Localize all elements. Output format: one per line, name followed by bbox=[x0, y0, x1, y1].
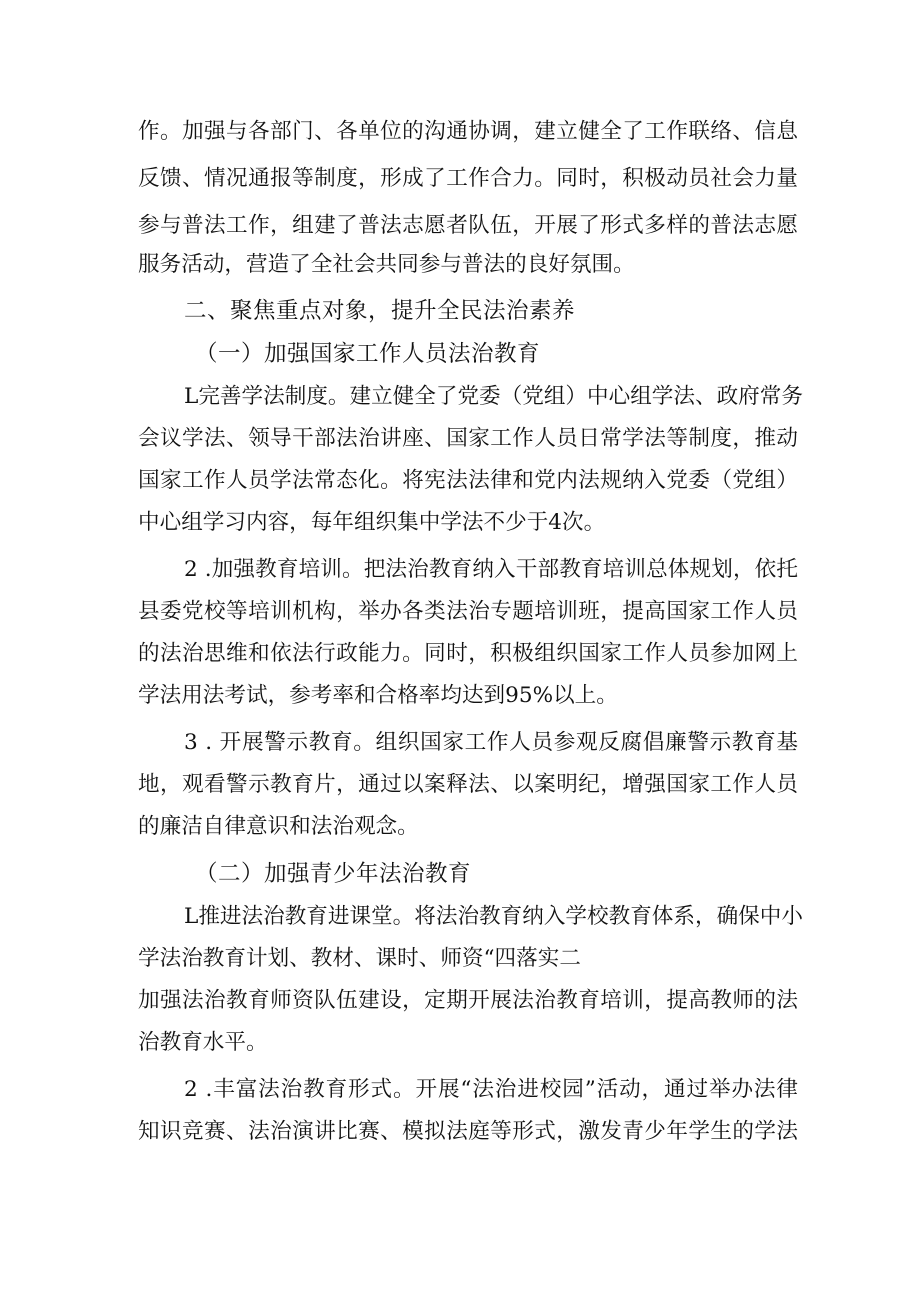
paragraph-line: 参与普法工作，组建了普法志愿者队伍，开展了形式多样的普法志愿 bbox=[138, 213, 798, 238]
paragraph-line: 地，观看警示教育片，通过以案释法、以案明纪，增强国家工作人员 bbox=[138, 772, 798, 797]
paragraph-line: 3 . 开展警示教育。组织国家工作人员参观反腐倡廉警示教育基 bbox=[184, 730, 798, 755]
paragraph-line: 会议学法、领导干部法治讲座、国家工作人员日常学法等制度，推动 bbox=[138, 426, 798, 451]
paragraph-line: L推进法治教育进课堂。将法治教育纳入学校教育体系，确保中小 bbox=[184, 904, 803, 929]
paragraph-line: 县委党校等培训机构，举办各类法治专题培训班，提高国家工作人员 bbox=[138, 599, 798, 624]
paragraph-line: 2 .丰富法治教育形式。开展“法治进校园”活动，通过举办法律 bbox=[184, 1077, 798, 1102]
paragraph-line: L完善学法制度。建立健全了党委（党组）中心组学法、政府常务 bbox=[184, 384, 803, 409]
paragraph-line: 中心组学习内容，每年组织集中学法不少于4次。 bbox=[138, 510, 606, 535]
paragraph-line: 2 .加强教育培训。把法治教育纳入干部教育培训总体规划，依托 bbox=[184, 557, 798, 582]
subsection-heading: （二）加强青少年法治教育 bbox=[195, 861, 472, 887]
paragraph-line: 治教育水平。 bbox=[138, 1030, 268, 1055]
paragraph-line: 加强法治教育师资队伍建设，定期开展法治教育培训，提高教师的法 bbox=[138, 988, 798, 1013]
paragraph-line: 作。加强与各部门、各单位的沟通协调，建立健全了工作联络、信息 bbox=[138, 119, 798, 144]
paragraph-line: 的法治思维和依法行政能力。同时，积极组织国家工作人员参加网上 bbox=[138, 641, 798, 666]
paragraph-line: 国家工作人员学法常态化。将宪法法律和党内法规纳入党委（党组） bbox=[138, 468, 798, 493]
paragraph-line: 学法用法考试，参考率和合格率均达到95%以上。 bbox=[138, 683, 618, 708]
paragraph-line: 的廉洁自律意识和法治观念。 bbox=[138, 814, 419, 839]
paragraph-line: 反馈、情况通报等制度，形成了工作合力。同时，积极动员社会力量 bbox=[138, 166, 798, 191]
paragraph-line: 学法治教育计划、教材、课时、师资“四落实二 bbox=[138, 946, 581, 971]
paragraph-line: 知识竞赛、法治演讲比赛、模拟法庭等形式，激发青少年学生的学法 bbox=[138, 1119, 798, 1144]
paragraph-line: 服务活动，营造了全社会共同参与普法的良好氛围。 bbox=[138, 252, 635, 277]
section-heading: 二、聚焦重点对象，提升全民法治素养 bbox=[184, 298, 576, 324]
subsection-heading: （一）加强国家工作人员法治教育 bbox=[195, 341, 541, 367]
